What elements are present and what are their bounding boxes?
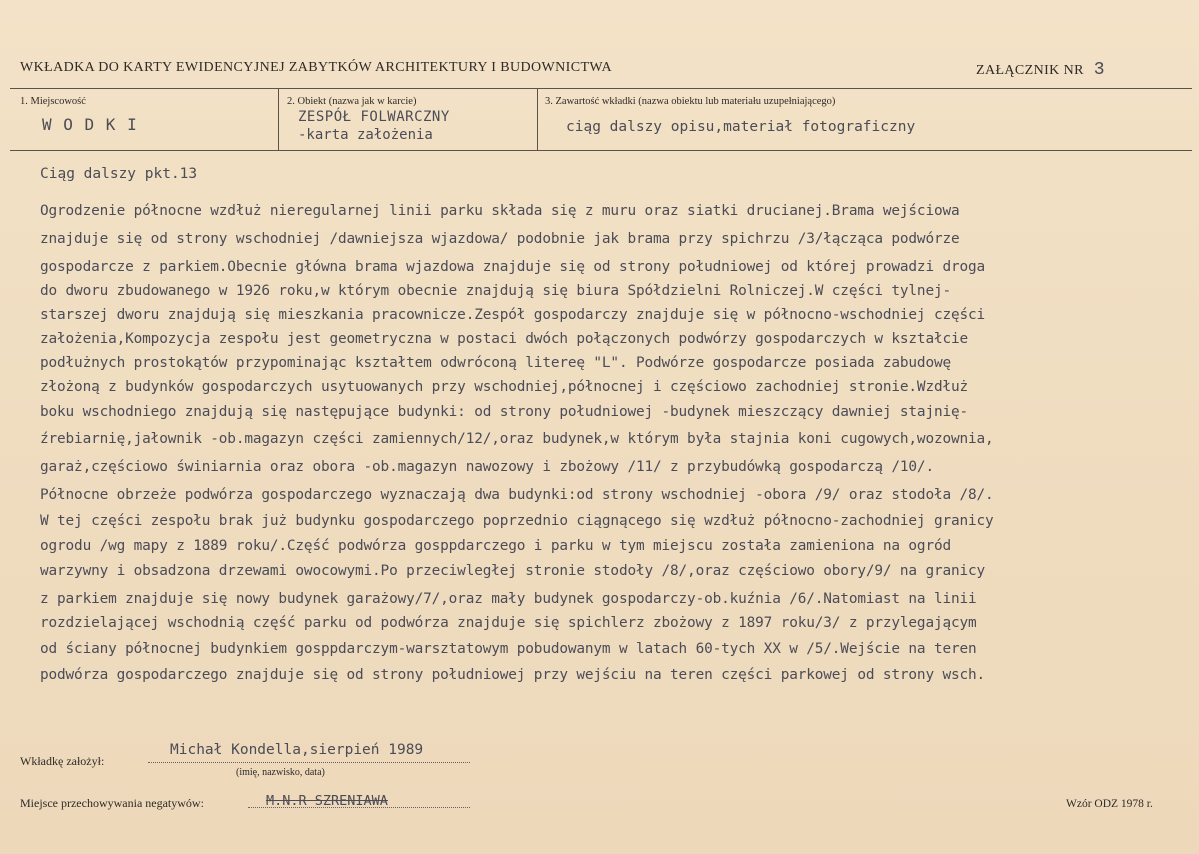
- body-line: od ściany północnej budynkiem gosppdarczym-warsztatowym pobudowanym w latach 60-tych XX w /5/.Wejście na teren: [40, 641, 977, 657]
- body-heading: Ciąg dalszy pkt.13: [40, 166, 198, 182]
- author-dotted-line: [148, 762, 470, 763]
- content-label: 3. Zawartość wkładki (nazwa obiektu lub materiału uzupełniającego): [545, 96, 836, 107]
- body-line: boku wschodniego znajdują się następujące budynki: od strony południowej -budynek mieszczący dawniej stajnię-: [40, 404, 969, 420]
- body-line: do dworu zbudowanego w 1926 roku,w którym obecnie znajdują się biura Spółdzielni Rolniczej.W części tylnej-: [40, 283, 951, 299]
- annex-number: 3: [1093, 60, 1105, 80]
- body-line: gospodarcze z parkiem.Obecnie główna brama wjazdowa znajduje się od strony południowej od której prowadzi droga: [40, 259, 986, 275]
- location-label: 1. Miejscowość: [20, 96, 86, 107]
- body-line: warzywny i obsadzona drzewami owocowymi.Po przeciwległej stronie stodoły /8/,oraz częściowo obory/9/ na granicy: [40, 563, 986, 579]
- object-value-line-1: ZESPÓŁ FOLWARCZNY: [298, 109, 450, 125]
- body-line: Północne obrzeże podwórza gospodarczego wyznaczają dwa budynki:od strony wschodniej -obora /9/ oraz stodoła /8/.: [40, 487, 994, 503]
- location-value: W O D K I: [42, 115, 138, 134]
- form-id: Wzór ODZ 1978 r.: [1066, 798, 1153, 810]
- body-line: podłużnych prostokątów przypominając kształtem odwróconą litereę "L". Podwórze gospodarcze posiada zabudowę: [40, 355, 951, 371]
- content-value: ciąg dalszy opisu,materiał fotograficzny: [566, 119, 916, 135]
- author-label: Wkładkę założył:: [20, 754, 105, 768]
- annex-label-group: [976, 60, 1105, 80]
- body-line: z parkiem znajduje się nowy budynek garażowy/7/,oraz mały budynek gospodarczy-ob.kuźnia /6/.Natomiast na linii: [40, 591, 977, 607]
- body-line: W tej części zespołu brak już budynku gospodarczego poprzednio ciągnącego się wzdłuż północno-zachodniej granicy: [40, 513, 994, 529]
- field-divider-1: [278, 88, 279, 150]
- body-line: znajduje się od strony wschodniej /dawniejsza wjazdowa/ podobnie jak brama przy spichrzu /3/łącząca podwórze: [40, 231, 960, 247]
- author-caption: (imię, nazwisko, data): [236, 767, 325, 778]
- author-value: Michał Kondella,sierpień 1989: [170, 742, 424, 758]
- card-title: WKŁADKA DO KARTY EWIDENCYJNEJ ZABYTKÓW ARCHITEKTURY I BUDOWNICTWA: [20, 60, 612, 75]
- body-line: rozdzielającej wschodnią część parku od podwórza znajduje się spichlerz zbożowy z 1897 roku/3/ z przylegającym: [40, 615, 977, 631]
- body-line: podwórza gospodarczego znajduje się od strony południowej przy wejściu na teren części parkowej od strony wsch.: [40, 667, 986, 683]
- object-value-line-2: -karta założenia: [298, 127, 433, 143]
- body-line: założenia,Kompozycja zespołu jest geometryczna w postaci dwóch połączonych podwórzy gospodarczych w kształcie: [40, 331, 969, 347]
- body-line: Ogrodzenie północne wzdłuż nieregularnej linii parku składa się z muru oraz siatki drucianej.Brama wejściowa: [40, 203, 960, 219]
- top-rule: [10, 88, 1192, 89]
- negatives-value: M.N.R SZRENIAWA: [266, 793, 388, 809]
- annex-label: ZAŁĄCZNIK NR: [976, 63, 1084, 78]
- negatives-label: Miejsce przechowywania negatywów:: [20, 796, 204, 810]
- field-divider-2: [537, 88, 538, 150]
- body-line: źrebiarnię,jałownik -ob.magazyn części zamiennych/12/,oraz budynek,w którym była stajnia koni cugowych,wozownia,: [40, 431, 994, 447]
- object-label: 2. Obiekt (nazwa jak w karcie): [287, 96, 417, 107]
- body-line: garaż,częściowo świniarnia oraz obora -ob.magazyn nawozowy i zbożowy /11/ z przybudówką gospodarczą /10/.: [40, 459, 934, 475]
- body-line: starszej dworu znajdują się mieszkania pracownicze.Zespół gospodarczy znajduje się w północno-wschodniej części: [40, 307, 986, 323]
- body-line: ogrodu /wg mapy z 1889 roku/.Część podwórza gosppdarczego i parku w tym miejscu została zamieniona na ogród: [40, 538, 951, 554]
- body-line: złożoną z budynków gospodarczych usytuowanych przy wschodniej,północnej i częściowo zachodniej stronie.Wzdłuż: [40, 379, 969, 395]
- fields-bottom-rule: [10, 150, 1192, 151]
